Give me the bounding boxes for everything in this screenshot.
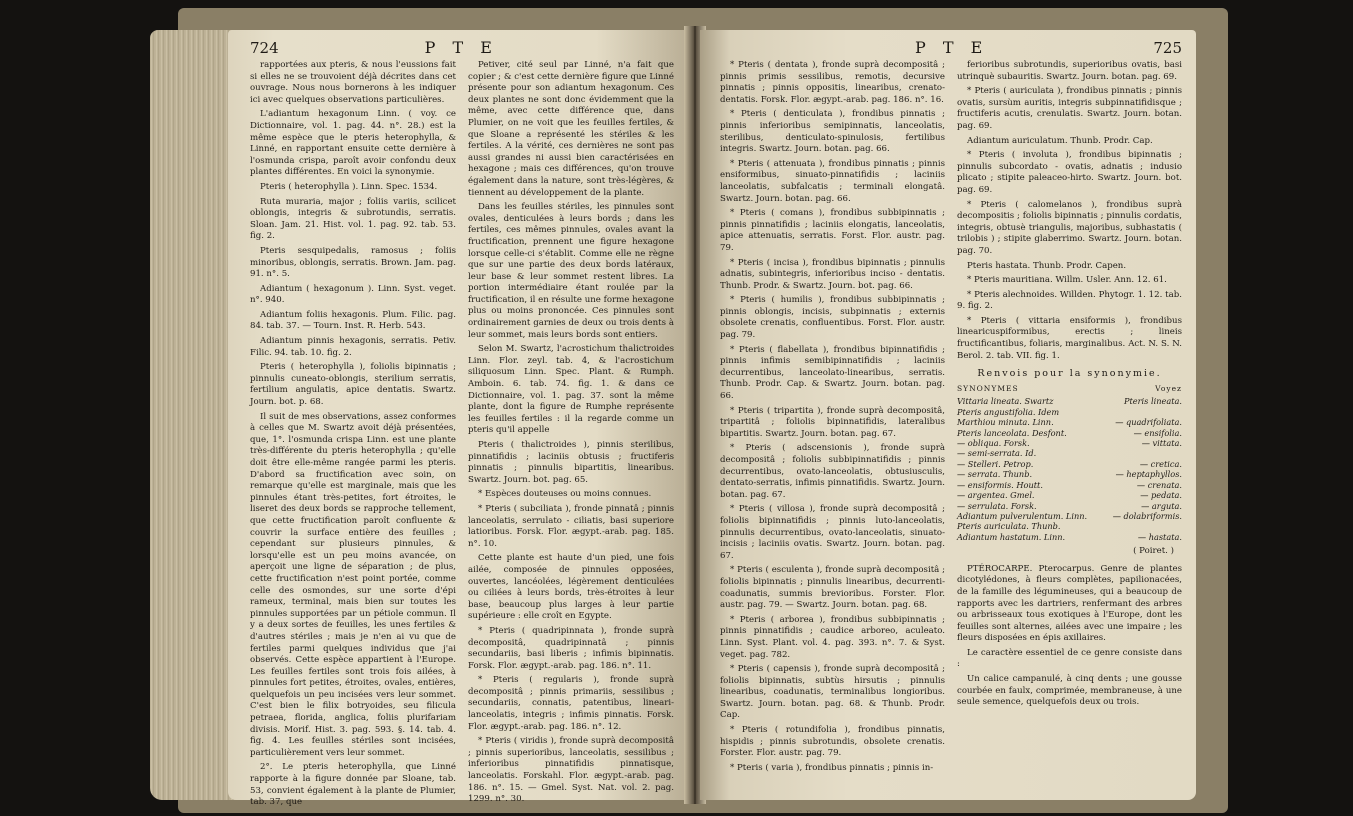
paragraph: * Pteris ( varia ), frondibus pinnatis ; pinnis in- xyxy=(730,762,934,773)
paragraph: rapportées aux pteris, & nous l'eussions fait si elles ne se trouvoient déjà décrites dans cet ouvrage. Nous nous bornerons à les indiquer ici avec quelques observations particulières. xyxy=(250,60,456,105)
paragraph: Adiantum pinnis hexagonis, serratis. Petiv. Filic. 94. tab. 10. fig. 2. xyxy=(250,336,456,358)
author-signature: ( Poiret. ) xyxy=(1133,546,1174,557)
left-column-2 xyxy=(468,60,674,805)
paragraph: Un calice campanulé, à cinq dents ; une gousse courbée en faulx, comprimée, membraneuse, à une seule semence, quelquefois deux ou trois. xyxy=(957,674,1182,708)
synonym-target: — quadrifoliata. xyxy=(1115,417,1182,428)
synonym-row xyxy=(957,428,1182,438)
paragraph: * Pteris ( calomelanos ), frondibus suprà decompositis ; foliolis bipinnatis ; pinnulis cordatis, integris, obtusè triangulis, majoribus, subhastatis ( trilobis ) ; stipite glaberrimo. Swartz. Journ. botan. pag. 70. xyxy=(957,199,1182,256)
paragraph: * Pteris ( subciliata ), fronde pinnatâ ; pinnis lanceolatis, serrulato - ciliatis, basi superiore latioribus. Forsk. Flor. ægypt.-arab. pag. 185. n°. 10. xyxy=(468,503,674,549)
synonym-name: Pteris angustifolia. Idem xyxy=(957,406,1060,417)
paragraph: Petiver, cité seul par Linné, n'a fait que copier ; & c'est cette dernière figure que Linné présente pour son adiantum hexagonum. Ces deux plantes ne sont donc évidemment que la même, avec cette différence que, dans Plumier, on ne voit que les feuilles fertiles, & que Sloane a représenté les stériles & les fertiles. A la vérité, ces dernières ne sont pas aussi grandes ni aussi bien caractérisées en hexagone ; mais ces différences, qu'on trouve également dans la nature, sont très-légères, & tiennent au développement de la plante. xyxy=(468,60,674,198)
paragraph: * Pteris ( quadripinnata ), fronde suprà decompositâ, quadripinnatâ ; pinnis secundariis, basi liberis ; infimis bipinnatis. Forsk. Flor. ægypt.-arab. pag. 186. n°. 11. xyxy=(468,625,674,671)
left-column-1 xyxy=(250,60,456,808)
paragraph: * Pteris ( regularis ), fronde suprà decompositâ ; pinnis primariis, sessilibus ; secundariis, connatis, patentibus, lineari-lanceolatis, integris ; infimis pinnatis. Forsk. Flor. ægypt.-arab. pag. 186. n°. 12. xyxy=(468,675,674,732)
right-page-header xyxy=(720,38,1182,60)
paragraph: * Pteris ( dentata ), fronde suprà decompositâ ; pinnis primis sessilibus, remotis, decursive pinnatis ; pinnis oppositis, linearibus, crenato-dentatis. Forsk. Flor. ægypt.-arab. pag. 186. n°. 16. xyxy=(720,60,945,105)
synonym-head-left: SYNONYMES xyxy=(957,383,1019,393)
synonym-name: — Stelleri. Petrop. xyxy=(957,458,1034,469)
paragraph: * Pteris ( tripartita ), fronde suprà decompositâ, tripartitâ ; foliolis bipinnatifidis, lateralibus bipartitis. Swartz. Journ. botan. pag. 67. xyxy=(720,405,945,439)
paragraph: Le caractère essentiel de ce genre consiste dans : xyxy=(957,647,1182,670)
synonym-row xyxy=(957,396,1182,406)
left-page xyxy=(228,30,688,808)
paragraph: * Pteris ( villosa ), fronde suprà decompositâ ; foliolis bipinnatifidis ; pinnis luto-lanceolatis, pinnulis decurrentibus, ovato-lanceolatis, sinuato-incisis ; laciniis ovatis. Swartz. Journ. botan. pag. 67. xyxy=(720,504,945,561)
paragraph: Pteris sesquipedalis, ramosus ; foliis minoribus, oblongis, serratis. Brown. Jam. pag. 91. n°. 5. xyxy=(250,245,456,280)
right-column-1 xyxy=(720,60,945,800)
paragraph: ferioribus subrotundis, superioribus ovatis, basi utrinquè subauritis. Swartz. Journ. botan. pag. 69. xyxy=(957,60,1182,82)
right-column-2 xyxy=(957,60,1182,800)
synonym-table-header xyxy=(957,383,1182,395)
synonym-target: — hastata. xyxy=(1137,531,1182,542)
synonym-row xyxy=(957,469,1182,479)
paragraph: Pteris ( heterophylla ), foliolis bipinnatis ; pinnulis cuneato-oblongis, sterilium serratis, fertilium angulatis, apice dentatis. Swartz. Journ. bot. p. 68. xyxy=(250,362,456,408)
paragraph: * Pteris ( vittaria ensiformis ), frondibus linearicuspiformibus, erectis ; lineis fructificantibus, foliaris, marginalibus. Act. N. S. N. Berol. 2. tab. VII. fig. 1. xyxy=(957,315,1182,361)
paragraph: Pteris ( heterophylla ). Linn. Spec. 1534. xyxy=(260,181,438,192)
left-page-header xyxy=(250,38,674,60)
renvois-heading: Renvois pour la synonymie. xyxy=(977,368,1162,380)
synonym-name: — obliqua. Forsk. xyxy=(957,438,1030,449)
paragraph: Adiantum auriculatum. Thunb. Prodr. Cap. xyxy=(967,135,1153,146)
paragraph: * Pteris ( arborea ), frondibus subbipinnatis ; pinnis pinnatifidis ; caudice arboreo, aculeato. Linn. Syst. Plant. vol. 4. pag. 393. n°. 7. & Syst. veget. pag. 782. xyxy=(720,614,945,660)
paragraph: * Pteris ( rotundifolia ), frondibus pinnatis, hispidis ; pinnis subrotundis, obsolete crenatis. Forster. Flor. austr. pag. 79. xyxy=(720,725,945,759)
paragraph: Selon M. Swartz, l'acrostichum thalictroides Linn. Flor. zeyl. tab. 4, & l'acrostichum siliquosum Linn. Spec. Plant. & Rumph. Amboin. 6. tab. 74. fig. 1. & dans ce Dictionnaire, vol. 1. pag. 37. sont la même plante, dont la figure de Rumphe représente les feuilles fertiles : il la regarde comme un pteris qu'il appelle xyxy=(468,344,674,436)
synonym-head-right: Voyez xyxy=(1155,383,1182,393)
paragraph: * Pteris ( involuta ), frondibus bipinnatis ; pinnulis subcordato - ovatis, adnatis ; indusio plicato ; stipite paleaceo-hirto. Swartz. Journ. bot. pag. 69. xyxy=(957,150,1182,195)
synonym-name: Adiantum hastatum. Linn. xyxy=(957,531,1066,542)
synonym-target: — vittata. xyxy=(1141,438,1182,449)
paragraph: Adiantum foliis hexagonis. Plum. Filic. pag. 84. tab. 37. — Tourn. Inst. R. Herb. 543. xyxy=(250,309,456,332)
synonym-name: Adiantum pulverulentum. Linn. xyxy=(957,510,1088,521)
paragraph: * Pteris ( denticulata ), frondibus pinnatis ; pinnis inferioribus semipinnatis, lanceolatis, sterilibus, denticulato-spinulosis, fertilibus integris. Swartz. Journ. botan. pag. 66. xyxy=(720,109,945,155)
paragraph: * Pteris ( viridis ), fronde suprà decompositâ ; pinnis superioribus, lanceolatis, sessilibus ; inferioribus pinnatifidis pinnatisque, lanceolatis. Forskahl. Flor. ægypt.-arab. pag. 186. n°. 15. — Gmel. Syst. Nat. vol. 2. pag. 1299. n°. 30. xyxy=(468,736,674,805)
paragraph: * Pteris ( comans ), frondibus subbipinnatis ; pinnis pinnatifidis ; laciniis elongatis, lanceolatis, apice attenuatis, serratis. Forst. Flor. austr. pag. 79. xyxy=(720,208,945,253)
synonym-row xyxy=(957,521,1182,531)
paragraph: * Pteris ( incisa ), frondibus bipinnatis ; pinnulis adnatis, subintegris, inferioribus inciso - dentatis. Thunb. Prodr. & Swartz. Journ. bot. pag. 66. xyxy=(720,257,945,291)
paragraph: 2°. Le pteris heterophylla, que Linné rapporte à la figure donnée par Sloane, tab. 53, convient également à la plante de Plumier, tab. 37, que xyxy=(250,762,456,808)
synonym-name: — serrata. Thunb. xyxy=(957,469,1033,480)
synonym-name: — argentea. Gmel. xyxy=(957,490,1035,501)
synonym-name: — ensiformis. Houtt. xyxy=(957,479,1043,490)
synonym-row xyxy=(957,490,1182,500)
paragraph: Adiantum ( hexagonum ). Linn. Syst. veget. n°. 940. xyxy=(250,283,456,306)
paragraph: * Pteris ( humilis ), frondibus subbipinnatis ; pinnis oblongis, incisis, subpinnatis ; externis obsolete crenatis, confluentibus. Forst. Flor. austr. pag. 79. xyxy=(720,295,945,341)
paragraph: * Pteris ( flabellata ), frondibus bipinnatifidis ; pinnis infimis semibipinnatifidis ; laciniis decurrentibus, lanceolato-linearibus, serratis. Thunb. Prodr. Cap. & Swartz. Journ. botan. pag. 66. xyxy=(720,344,945,402)
synonym-row xyxy=(957,448,1182,458)
synonym-target xyxy=(1176,521,1182,531)
synonym-name: Pteris lanceolata. Desfont. xyxy=(957,427,1067,438)
synonym-row xyxy=(957,407,1182,417)
synonym-target: — crenata. xyxy=(1136,479,1182,490)
paragraph: Il suit de mes observations, assez conformes à celles que M. Swartz avoit déjà présentées, que, 1°. l'osmunda crispa Linn. est une plante très-différente du pteris heterophylla ; qu'elle doit être elle-même rangée parmi les pteris. D'abord sa fructification avec soin, on remarque qu'elle est marginale, mais que les pinnules étant très-petites, fort étroites, le liseret des deux bords se rapproche tellement, que cette fructification paroît confluente & couvrir la surface entière des feuilles ; cependant sur plusieurs pinnules, & lorsqu'elle est un peu moins avancée, on aperçoit une ligne de séparation ; de plus, cette fructification n'est point portée, comme celle des osmondes, sur une sorte d'épi rameux, terminal, mais bien sur toutes les pinnules supportées par un pétiole commun. Il y a deux sortes de feuilles, les unes fertiles & d'autres stériles ; mais je n'en ai vu que de fertiles parmi quelques individus que j'ai observés. Cette espèce appartient à l'Europe. Les feuilles fertiles sont trois fois ailées, à pinnules fort petites, étroites, ovales, entières, quelquefois un peu incisées vers leur sommet. C'est bien le filix botryoides, seu filicula petraea, florida, anglica, foliis plurifariam divisis. Morif. Hist. 3. pag. 593. §. 14. tab. 4. fig. 4. Les feuilles stériles sont incisées, particulièrement vers leur sommet. xyxy=(250,411,456,758)
synonym-name: — semi-serrata. Id. xyxy=(957,448,1037,459)
paragraph: Dans les feuilles stériles, les pinnules sont ovales, denticulées à leurs bords ; dans les fertiles, ces mêmes pinnules, ovales avant la fructification, prennent une figure hexagone lorsque celle-ci s'établit. Comme elle ne règne que sur une partie des deux bords latéraux, leur base & leur sommet restent libres. La portion intermédiaire étant roulée par la fructification, il en résulte une forme hexagone plus ou moins prononcée. Ces pinnules sont ordinairement garnies de deux ou trois dents à leur sommet, mais leurs bords sont entiers. xyxy=(468,202,674,340)
paragraph: * Pteris alechnoides. Willden. Phytogr. 1. 12. tab. 9. fig. 2. xyxy=(957,289,1182,312)
paragraph: * Pteris ( adscensionis ), fronde suprà decompositâ ; foliolis subbipinnatifidis ; pinnis decurrentibus, ovato-lanceolatis, obtusiusculis, dentato-serratis, infimis pinnatifidis. Swartz. Journ. botan. pag. 67. xyxy=(720,443,945,500)
synonym-target: Pteris lineata. xyxy=(1124,396,1182,407)
paragraph: PTÉROCARPE. Pterocarpus. Genre de plantes dicotylédones, à fleurs complètes, papilionacées, de la famille des légumineuses, qui a beaucoup de rapports avec les dartriers, renfermant des arbres ou arbrisseaux tous exotiques à l'Europe, dont les feuilles sont alternes, ailées avec une impaire ; les fleurs disposées en épis axillaires. xyxy=(957,563,1182,644)
paragraph: * Pteris ( attenuata ), frondibus pinnatis ; pinnis ensiformibus, sinuato-pinnatifidis ; laciniis lanceolatis, subfalcatis ; terminali elongatâ. Swartz. Journ. botan. pag. 66. xyxy=(720,158,945,204)
synonym-target: — arguta. xyxy=(1141,500,1182,511)
right-running-head: P T E xyxy=(915,38,989,57)
synonym-row xyxy=(957,511,1182,521)
paragraph: Cette plante est haute d'un pied, une fois ailée, composée de pinnules opposées, ouvertes, lancéolées, légèrement denticulées ou ciliées à leurs bords, très-étroites à leur base, beaucoup plus larges à leur partie supérieure : elle croît en Egypte. xyxy=(468,553,674,622)
paragraph: * Pteris ( auriculata ), frondibus pinnatis ; pinnis ovatis, sursùm auritis, integris subpinnatifidisque ; fructiferis acutis, crenulatis. Swartz. Journ. botan. pag. 69. xyxy=(957,86,1182,131)
synonym-target xyxy=(1176,448,1182,458)
synonym-target: — pedata. xyxy=(1140,490,1182,501)
synonym-row xyxy=(957,438,1182,448)
right-page xyxy=(700,30,1196,800)
left-running-head: P T E xyxy=(424,38,498,57)
synonym-target xyxy=(1176,407,1182,417)
synonym-row xyxy=(957,417,1182,427)
synonym-row xyxy=(957,480,1182,490)
right-page-number: 725 xyxy=(1153,39,1182,57)
left-page-number: 724 xyxy=(250,39,279,57)
synonym-name: — serrulata. Forsk. xyxy=(957,500,1037,511)
synonym-name: Marthiou minuta. Linn. xyxy=(957,417,1054,428)
paragraph: * Pteris mauritiana. Willm. Usler. Ann. 12. 61. xyxy=(967,275,1167,286)
synonym-name: Pteris auriculata. Thunb. xyxy=(957,521,1061,532)
paragraph: * Espèces douteuses ou moins connues. xyxy=(478,489,652,500)
paragraph: Pteris ( thalictroides ), pinnis sterilibus, pinnatifidis ; laciniis obtusis ; fructiferis pinnatis ; pinnulis bipartitis, linearibus. Swartz. Journ. bot. pag. 65. xyxy=(468,440,674,485)
synonym-target: — ensifolia. xyxy=(1133,427,1182,438)
paragraph: L'adiantum hexagonum Linn. ( voy. ce Dictionnaire, vol. 1. pag. 44. n°. 28.) est la même espèce que le pteris heterophylla, & Linné, en rapportant ensuite cette dernière à l'osmunda crispa, paroît avoir confondu deux plantes différentes. En voici la synonymie. xyxy=(250,109,456,178)
synonym-row xyxy=(957,532,1182,542)
paragraph: Ruta muraria, major ; foliis variis, scilicet oblongis, integris & subrotundis, serratis. Sloan. Jam. 21. Hist. vol. 1. pag. 92. tab. 53. fig. 2. xyxy=(250,196,456,242)
synonym-table xyxy=(957,396,1182,542)
paragraph: Pteris hastata. Thunb. Prodr. Capen. xyxy=(967,260,1127,271)
synonym-target: — dolabriformis. xyxy=(1112,510,1182,521)
synonym-row xyxy=(957,501,1182,511)
paragraph: * Pteris ( esculenta ), fronde suprà decompositâ ; foliolis bipinnatis ; pinnulis linearibus, decurrenti-coadunatis, summis brevioribus. Forster. Flor. austr. pag. 79. — Swartz. Journ. botan. pag. 68. xyxy=(720,565,945,611)
synonym-name: Vittaria lineata. Swartz xyxy=(957,396,1054,407)
synonym-row xyxy=(957,459,1182,469)
paragraph: * Pteris ( capensis ), fronde suprà decompositâ ; foliolis bipinnatis, subtùs hirsutis ; pinnulis linearibus, coadunatis, terminalibus longioribus. Swartz. Journ. botan. pag. 68. & Thunb. Prodr. Cap. xyxy=(720,664,945,721)
synonym-target: — heptaphyllos. xyxy=(1115,469,1182,480)
synonym-target: — cretica. xyxy=(1139,458,1182,469)
